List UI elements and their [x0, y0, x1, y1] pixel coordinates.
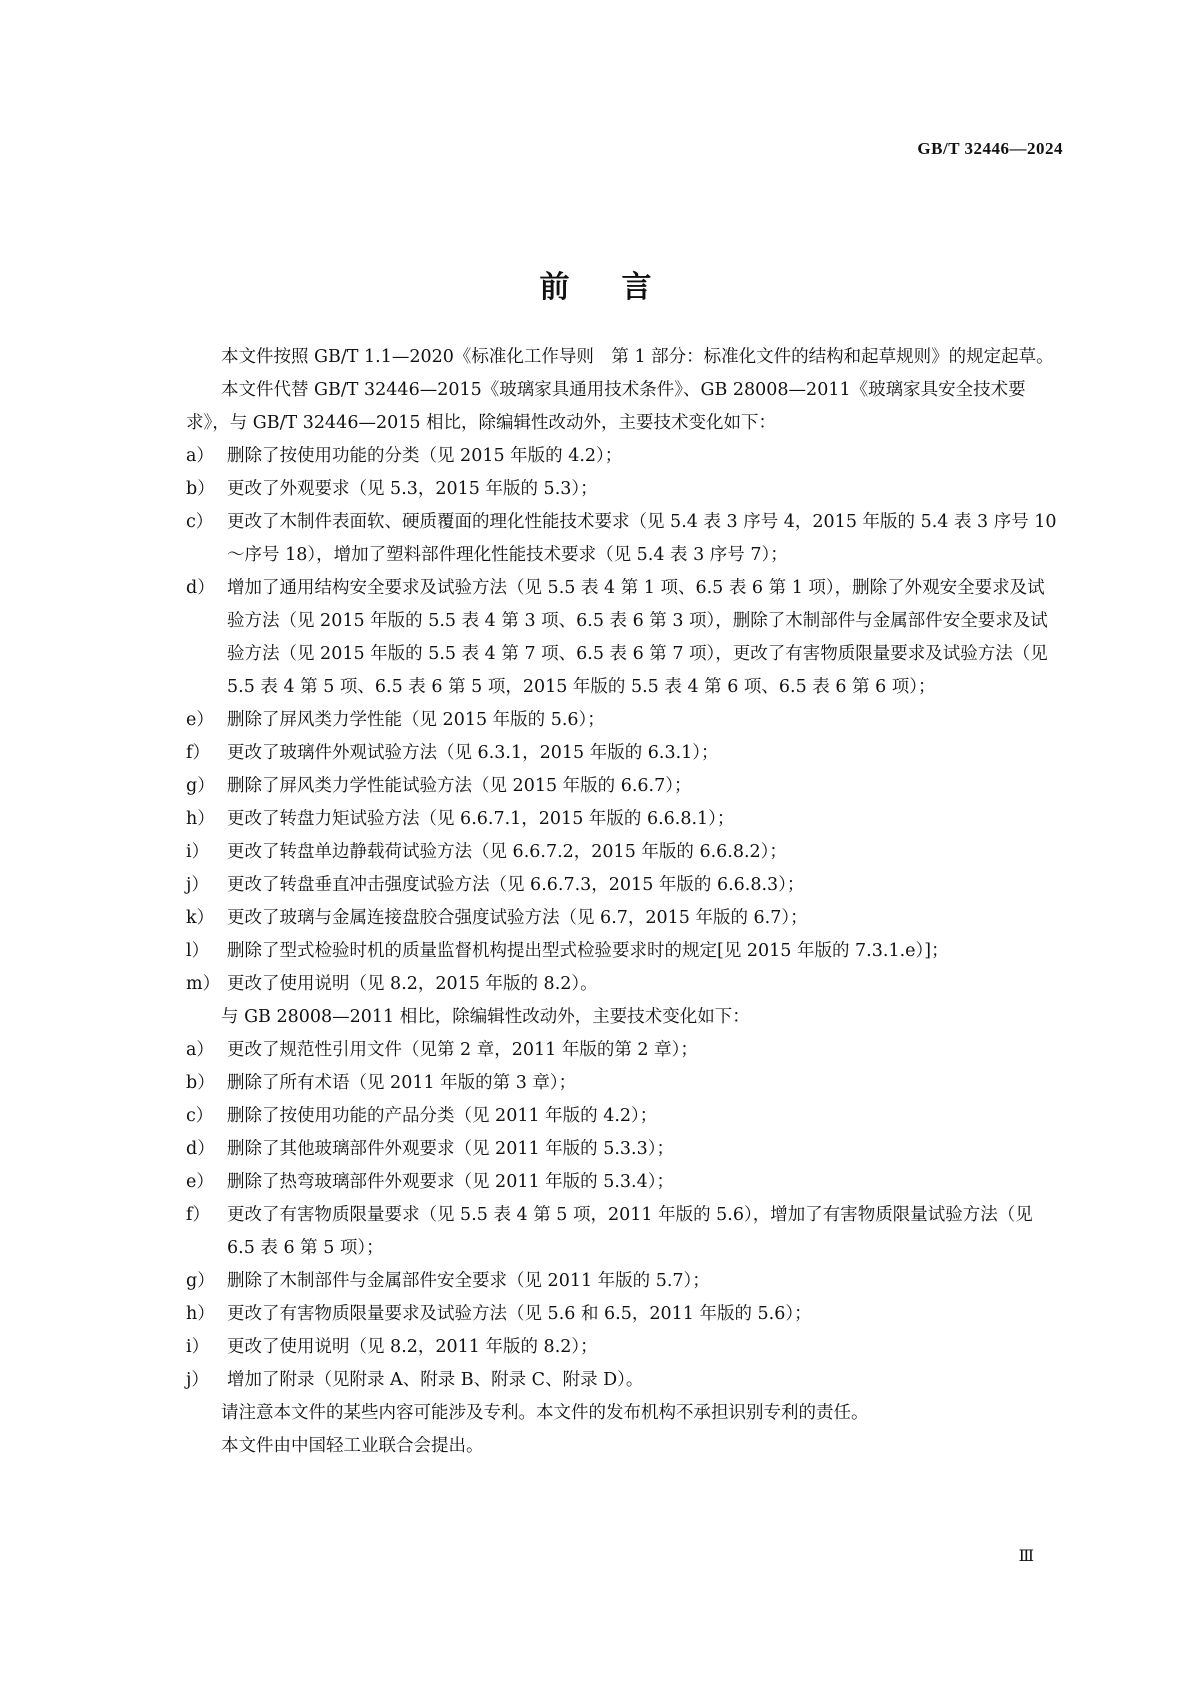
list-item-label: i） [186, 842, 210, 862]
list-item [186, 803, 1062, 836]
list-item [186, 1166, 1062, 1199]
list-item-text: 删除了所有术语（见 2011 年版的第 3 章）； [227, 1073, 577, 1093]
list-item-text: 删除了热弯玻璃部件外观要求（见 2011 年版的 5.3.4）； [227, 1172, 675, 1192]
paragraph-replacement: 本文件代替 GB/T 32446—2015《玻璃家具通用技术条件》、GB 28008—2011《玻璃家具安全技术要求》，与 GB/T 32446—2015 相比，除编辑性改动外，主要技术变化如下： [186, 380, 1026, 433]
list-item-text: 更改了转盘力矩试验方法（见 6.6.7.1，2015 年版的 6.6.8.1）； [227, 809, 735, 829]
list-item-text: 删除了按使用功能的产品分类（见 2011 年版的 4.2）； [227, 1106, 658, 1126]
list-item [186, 1034, 1062, 1067]
list-item-text: 更改了规范性引用文件（见第 2 章，2011 年版的第 2 章）； [227, 1040, 698, 1060]
list-item-text: 删除了按使用功能的分类（见 2015 年版的 4.2）； [227, 446, 623, 466]
list-item-label: j） [186, 1370, 209, 1390]
list-item [186, 704, 1062, 737]
list-item-label: i） [186, 1337, 210, 1357]
list-item [186, 935, 1062, 968]
list-item [186, 506, 1062, 572]
list-item-label: e） [186, 710, 214, 730]
list-item [186, 1265, 1062, 1298]
list-item [186, 902, 1062, 935]
paragraph-comparison-2011: 与 GB 28008—2011 相比，除编辑性改动外，主要技术变化如下： [221, 1007, 750, 1027]
list-item [186, 1133, 1062, 1166]
list-item-label: g） [186, 776, 215, 796]
list-item-text: 增加了附录（见附录 A、附录 B、附录 C、附录 D）。 [227, 1370, 644, 1390]
page-title: 前言 [539, 270, 704, 306]
list-item [186, 440, 1062, 473]
list-item [186, 572, 1062, 704]
list-item [186, 1100, 1062, 1133]
paragraph-drafting: 本文件按照 GB/T 1.1—2020《标准化工作导则 第 1 部分：标准化文件的结构和起草规则》的规定起草。 [221, 347, 1054, 367]
list-item-text: 增加了通用结构安全要求及试验方法（见 5.5 表 4 第 1 项、6.5 表 6 第 1 项），删除了外观安全要求及试验方法（见 2015 年版的 5.5 表 4 第 3 项、6.5 表 6 第 3 项），删除了木制部件与金属部件安全要求及试验方法（见 2015 年版的 5.5 表 4 第 7 项、6.5 表 6 第 7 项），更改了有害物质限量要求及试验方法（见 5.5 表 4 第 5 项、6.5 表 6 第 5 项，2015 年版的 5.5 表 4 第 6 项、6.5 表 6 第 6 项）； [227, 578, 1048, 697]
list-item-text: 更改了使用说明（见 8.2，2011 年版的 8.2）； [227, 1337, 598, 1357]
list-item-label: b） [186, 1073, 215, 1093]
list-item-label: b） [186, 479, 215, 499]
document-body [186, 341, 1062, 1463]
list-item-label: g） [186, 1271, 215, 1291]
paragraph-patent-notice: 请注意本文件的某些内容可能涉及专利。本文件的发布机构不承担识别专利的责任。 [221, 1403, 869, 1423]
list-item-text: 删除了木制部件与金属部件安全要求（见 2011 年版的 5.7）； [227, 1271, 710, 1291]
list-item [186, 1067, 1062, 1100]
list-item-text: 更改了外观要求（见 5.3，2015 年版的 5.3）； [227, 479, 598, 499]
list-item-text: 删除了其他玻璃部件外观要求（见 2011 年版的 5.3.3）； [227, 1139, 675, 1159]
list-item-text: 更改了有害物质限量要求（见 5.5 表 4 第 5 项，2011 年版的 5.6），增加了有害物质限量试验方法（见 6.5 表 6 第 5 项）； [227, 1205, 1033, 1258]
list-item-text: 更改了有害物质限量要求及试验方法（见 5.6 和 6.5，2011 年版的 5.6）； [227, 1304, 812, 1324]
list-item [186, 1364, 1062, 1397]
list-item-label: f） [186, 1205, 210, 1225]
list-item-text: 删除了屏风类力学性能（见 2015 年版的 5.6）； [227, 710, 605, 730]
changes-list-2011 [186, 1034, 1062, 1397]
list-item-label: a） [186, 1040, 214, 1060]
list-item-text: 删除了屏风类力学性能试验方法（见 2015 年版的 6.6.7）； [227, 776, 692, 796]
list-item-label: e） [186, 1172, 214, 1192]
list-item [186, 1331, 1062, 1364]
list-item-label: d） [186, 578, 215, 598]
list-item-text: 更改了玻璃件外观试验方法（见 6.3.1，2015 年版的 6.3.1）； [227, 743, 719, 763]
list-item-label: f） [186, 743, 210, 763]
paragraph-proposer: 本文件由中国轻工业联合会提出。 [221, 1436, 484, 1456]
list-item-label: c） [186, 512, 214, 532]
list-item-text: 更改了木制件表面软、硬质覆面的理化性能技术要求（见 5.4 表 3 序号 4，2015 年版的 5.4 表 3 序号 10～序号 18），增加了塑料部件理化性能技术要求（见 5.4 表 3 序号 7）； [227, 512, 1057, 565]
list-item-label: j） [186, 875, 209, 895]
list-item-label: m） [186, 974, 221, 994]
list-item [186, 836, 1062, 869]
list-item-label: k） [186, 908, 215, 928]
list-item-label: d） [186, 1139, 215, 1159]
list-item-label: l） [186, 941, 210, 961]
page-number: Ⅲ [1018, 1548, 1034, 1565]
list-item-label: h） [186, 1304, 215, 1324]
list-item [186, 737, 1062, 770]
list-item [186, 770, 1062, 803]
list-item-text: 更改了转盘单边静载荷试验方法（见 6.6.7.2，2015 年版的 6.6.8.2）； [227, 842, 787, 862]
list-item [186, 1298, 1062, 1331]
list-item [186, 869, 1062, 902]
list-item-text: 删除了型式检验时机的质量监督机构提出型式检验要求时的规定[见 2015 年版的 7.3.1.e）]； [227, 941, 949, 961]
changes-list-2015 [186, 440, 1062, 1001]
list-item [186, 1199, 1062, 1265]
list-item-text: 更改了玻璃与金属连接盘胶合强度试验方法（见 6.7，2015 年版的 6.7）； [227, 908, 808, 928]
list-item-label: a） [186, 446, 214, 466]
list-item-text: 更改了使用说明（见 8.2，2015 年版的 8.2）。 [227, 974, 598, 994]
list-item [186, 473, 1062, 506]
standard-code: GB/T 32446—2024 [917, 139, 1063, 158]
list-item-text: 更改了转盘垂直冲击强度试验方法（见 6.6.7.3，2015 年版的 6.6.8.3）； [227, 875, 805, 895]
list-item-label: c） [186, 1106, 214, 1126]
list-item-label: h） [186, 809, 215, 829]
list-item [186, 968, 1062, 1001]
